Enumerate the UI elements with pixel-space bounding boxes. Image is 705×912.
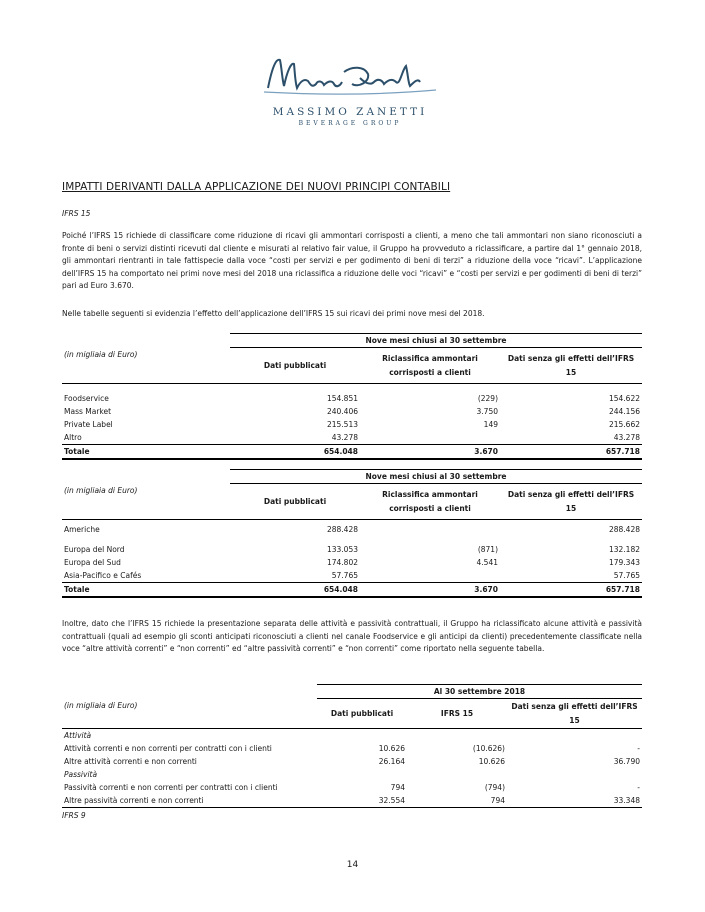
table-row <box>62 418 642 431</box>
table1-col-header: Riclassifica ammontari corrisposti a clienti <box>360 348 500 384</box>
cell-value: 4.541 <box>476 558 498 567</box>
revenue-by-region-table <box>62 469 642 598</box>
logo-company-subtitle: BEVERAGE GROUP <box>298 120 402 127</box>
cell-value: 43.278 <box>613 433 640 442</box>
company-logo <box>250 48 450 133</box>
paragraph-ifrs15-intro: Poiché l’IFRS 15 richiede di classificare come riduzione di ricavi gli ammontari corrisposti a clienti, a meno che tali ammontari non siano riconosciuti a fronte di beni o servizi distinti ricevuti dal cliente e misurati al relativo fair value, il Gruppo ha provveduto a riclassificare, a partire dal 1° gennaio 2018, gli ammontari rientranti in tale fattispecie dalla voce “costi per servizi e per godimento di beni di terzi” a riduzione della voce “ricavi”. L’applicazione dell’IFRS 15 ha comportato nei primi nove mesi del 2018 una riclassifica a riduzione delle voci “ricavi” e “costi per servizi e per godimenti di beni di terzi” pari ad Euro 3.670. <box>62 231 642 290</box>
row-label: Asia-Pacifico e Cafés <box>64 571 142 580</box>
page-number: 14 <box>346 860 359 870</box>
row-label: Totale <box>62 445 230 460</box>
row-label: Altre attività correnti e non correnti <box>64 757 197 766</box>
table-row <box>62 556 642 569</box>
table-row <box>62 392 642 405</box>
cell-value: 10.626 <box>378 744 405 753</box>
row-label: Totale <box>62 583 230 598</box>
cell-value: 794 <box>407 794 507 808</box>
section-title: IMPATTI DERIVANTI DALLA APPLICAZIONE DEI NUOVI PRINCIPI CONTABILI <box>62 181 451 193</box>
table-row <box>62 781 642 794</box>
cell-value: 57.765 <box>613 571 640 580</box>
cell-value: (794) <box>484 783 505 792</box>
signature-logo-graphic <box>260 48 440 100</box>
table1-col-header: Dati senza gli effetti dell’IFRS 15 <box>500 348 642 384</box>
cell-value: 154.622 <box>608 394 640 403</box>
cell-value: 654.048 <box>230 445 360 460</box>
cell-value: 240.406 <box>326 407 358 416</box>
cell-value: 215.513 <box>326 420 358 429</box>
cell-value: (871) <box>477 545 498 554</box>
cell-value: 149 <box>483 420 498 429</box>
cell-value: (10.626) <box>472 744 505 753</box>
table-row <box>62 794 642 808</box>
assets-subheading: Attività <box>64 731 92 740</box>
cell-value: 3.670 <box>360 583 500 598</box>
row-label: Private Label <box>64 420 113 429</box>
table3-col-header: IFRS 15 <box>407 699 507 729</box>
cell-value: 179.343 <box>608 558 640 567</box>
table3-col-header: Dati pubblicati <box>317 699 407 729</box>
table-row <box>62 742 642 755</box>
cell-value: - <box>637 744 640 753</box>
table1-unit-label: (in migliaia di Euro) <box>62 348 230 384</box>
logo-company-name: MASSIMO ZANETTI <box>272 106 428 118</box>
cell-value: 3.750 <box>476 407 498 416</box>
cell-value: 288.428 <box>608 525 640 534</box>
paragraph-contract-assets: Inoltre, dato che l’IFRS 15 richiede la presentazione separata delle attività e passività contrattuali, il Gruppo ha riclassificato alcune attività e passività contrattuali (quali ad esempio gli sconti anticipati riconosciuti a clienti nel canale Foodservice e gli anticipi da clienti) precedentemente classificate nella voce “altre attività correnti” e “non correnti” ed “altre passività correnti” e “non correnti” come riportato nella seguente tabella. <box>62 619 642 653</box>
paragraph-table-intro: Nelle tabelle seguenti si evidenzia l’effetto dell’applicazione dell’IFRS 15 sui ricavi dei primi nove mesi del 2018. <box>62 309 485 318</box>
table3-group-header: Al 30 settembre 2018 <box>317 685 642 699</box>
table-total-row <box>62 583 642 598</box>
row-label: Altro <box>64 433 82 442</box>
cell-value <box>360 522 500 537</box>
table2-col-header: Dati senza gli effetti dell’IFRS 15 <box>500 484 642 520</box>
table2-group-header: Nove mesi chiusi al 30 settembre <box>230 470 642 484</box>
table1-group-header: Nove mesi chiusi al 30 settembre <box>230 334 642 348</box>
table-row <box>62 522 642 537</box>
cell-value: 10.626 <box>478 757 505 766</box>
cell-value: 43.278 <box>331 433 358 442</box>
cell-value: (229) <box>477 394 498 403</box>
row-label: Americhe <box>64 525 100 534</box>
table3-col-header: Dati senza gli effetti dell’IFRS 15 <box>507 699 642 729</box>
cell-value: 36.790 <box>613 757 640 766</box>
table-total-row <box>62 445 642 460</box>
revenue-by-channel-table <box>62 333 642 460</box>
table2-unit-label: (in migliaia di Euro) <box>62 484 230 520</box>
cell-value: 657.718 <box>500 583 642 598</box>
cell-value: 215.662 <box>608 420 640 429</box>
table2-col-header: Dati pubblicati <box>230 484 360 520</box>
row-label: Attività correnti e non correnti per contratti con i clienti <box>64 744 272 753</box>
cell-value: 654.048 <box>230 583 360 598</box>
row-label: Mass Market <box>64 407 112 416</box>
ifrs9-label: IFRS 9 <box>62 811 86 820</box>
row-label: Passività correnti e non correnti per contratti con i clienti <box>64 783 278 792</box>
cell-value: 26.164 <box>378 757 405 766</box>
liabilities-subheading: Passività <box>64 770 98 779</box>
cell-value: - <box>637 783 640 792</box>
cell-value: 244.156 <box>608 407 640 416</box>
cell-value: 657.718 <box>500 445 642 460</box>
table2-col-header: Riclassifica ammontari corrisposti a clienti <box>360 484 500 520</box>
row-label: Foodservice <box>64 394 109 403</box>
table-row <box>62 755 642 768</box>
table3-unit-label: (in migliaia di Euro) <box>62 699 317 729</box>
table1-col-header: Dati pubblicati <box>230 348 360 384</box>
table-row <box>62 569 642 583</box>
cell-value: 33.348 <box>507 794 642 808</box>
cell-value: 3.670 <box>360 445 500 460</box>
row-label: Europa del Nord <box>64 545 125 554</box>
ifrs15-label: IFRS 15 <box>62 209 91 218</box>
cell-value: 154.851 <box>326 394 358 403</box>
cell-value: 32.554 <box>317 794 407 808</box>
table-row <box>62 405 642 418</box>
table-row <box>62 431 642 445</box>
cell-value: 132.182 <box>608 545 640 554</box>
cell-value: 57.765 <box>331 571 358 580</box>
cell-value <box>360 431 500 445</box>
cell-value: 288.428 <box>326 525 358 534</box>
row-label: Altre passività correnti e non correnti <box>62 794 317 808</box>
cell-value <box>360 569 500 583</box>
cell-value: 794 <box>390 783 405 792</box>
contract-assets-liabilities-table <box>62 684 642 808</box>
cell-value: 133.053 <box>326 545 358 554</box>
row-label: Europa del Sud <box>64 558 121 567</box>
table-row <box>62 543 642 556</box>
cell-value: 174.802 <box>326 558 358 567</box>
